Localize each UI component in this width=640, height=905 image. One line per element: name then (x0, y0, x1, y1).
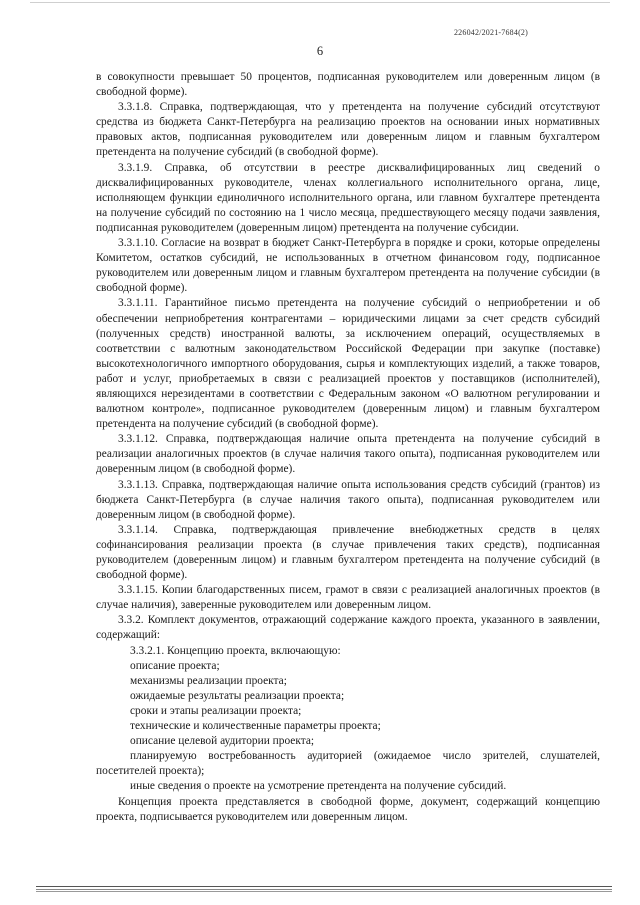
document-number: 226042/2021-7684(2) (453, 28, 528, 37)
list-item: сроки и этапы реализации проекта; (130, 704, 302, 717)
paragraph-3-3-2: 3.3.2. Комплект документов, отражающий содержание каждого проекта, указанного в заявлении, содержащий: (96, 614, 600, 642)
document-body (96, 70, 600, 825)
list-item: описание целевой аудитории проекта; (130, 735, 315, 748)
paragraph-3-3-1-14: 3.3.1.14. Справка, подтверждающая привлечение внебюджетных средств в целях софинансирования реализации проекта (в случае привлечения таких средств), подписанная руководителем (доверенным лицом) и главным бухгалтером претендента на получение субсидий (в свободной форме). (96, 523, 600, 582)
paragraph-3-3-1-10: 3.3.1.10. Согласие на возврат в бюджет Санкт-Петербурга в порядке и сроки, которые определены Комитетом, остатков субсидий, не использованных в отчетном финансовом году, подписанное руководителем или доверенным лицом и главным бухгалтером претендента на получение субсидии (в свободной форме). (96, 237, 600, 295)
paragraph-3-3-1-9: 3.3.1.9. Справка, об отсутствии в реестре дисквалифицированных лиц сведений о дисквалифицированных руководителе, членах коллегиального исполнительного органа, лице, исполняющем функции единоличного исполнительного органа, или главном бухгалтере претендента на получение субсидий по состоянию на 1 число месяца, предшествующего месяцу подачи заявления, подписанная руководителем (доверенным лицом) претендента на получение субсидии. (96, 161, 600, 234)
paragraph-3-3-2-1: 3.3.2.1. Концепцию проекта, включающую: (130, 644, 341, 657)
bottom-scan-line-secondary (36, 891, 612, 892)
bottom-scan-line (36, 886, 612, 890)
paragraph-3-3-1-12: 3.3.1.12. Справка, подтверждающая наличие опыта претендента на получение субсидий в реализации аналогичных проектов (в случае наличия такого опыта), подписанная руководителем или доверенным лицом (в свободной форме). (96, 433, 600, 476)
list-item: описание проекта; (130, 659, 220, 672)
list-item: планируемую востребованность аудиторией (ожидаемое число зрителей, слушателей, посетителей проекта); (96, 750, 600, 778)
paragraph-continuation: в совокупности превышает 50 процентов, подписанная руководителем или доверенным лицом (в свободной форме). (96, 71, 600, 99)
list-item: технические и количественные параметры проекта; (130, 720, 381, 733)
paragraph-3-3-1-13: 3.3.1.13. Справка, подтверждающая наличие опыта использования средств субсидий (грантов) из бюджета Санкт-Петербурга (в случае наличия такого опыта), подписанная руководителем или доверенным лицом (в свободной форме). (96, 478, 600, 521)
paragraph-3-3-1-11: 3.3.1.11. Гарантийное письмо претендента на получение субсидий о неприобретении и об обеспечении неприобретения контрагентами – юридическими лицами за счет средств субсидий (полученных средств) иностранной валюты, за исключением операций, осуществляемых в соответствии с валютным законодательством Российской Федерации при закупке (поставке) высокотехнологичного импортного оборудования, сырья и комплектующих изделий, а также товаров, работ и услуг, приобретаемых в связи с реализацией проектов у поставщиков (исполнителей), являющихся нерезидентами в соответствии с Федеральным законом «О валютном регулировании и валютном контроле», подписанное руководителем (доверенным лицом) и главным бухгалтером претендента на получение субсидий (в свободной форме). (96, 297, 600, 431)
top-scan-line (30, 2, 610, 3)
paragraph-concept-form: Концепция проекта представляется в свободной форме, документ, содержащий концепцию проекта, подписывается руководителем или доверенным лицом. (96, 795, 600, 823)
list-item: механизмы реализации проекта; (130, 674, 287, 687)
concept-items-list (96, 659, 600, 795)
page-number: 6 (316, 44, 324, 58)
list-item: ожидаемые результаты реализации проекта; (130, 689, 345, 702)
paragraph-3-3-1-15: 3.3.1.15. Копии благодарственных писем, грамот в связи с реализацией аналогичных проектов (в случае наличия), заверенные руководителем или доверенным лицом. (96, 584, 600, 612)
paragraph-3-3-1-8: 3.3.1.8. Справка, подтверждающая, что у претендента на получение субсидий отсутствуют средства из бюджета Санкт-Петербурга на реализацию проектов на основании иных нормативных правовых актов, подписанная руководителем или доверенным лицом и главным бухгалтером претендента на получение субсидий (в свободной форме). (96, 101, 600, 159)
list-item: иные сведения о проекте на усмотрение претендента на получение субсидий. (130, 780, 507, 793)
